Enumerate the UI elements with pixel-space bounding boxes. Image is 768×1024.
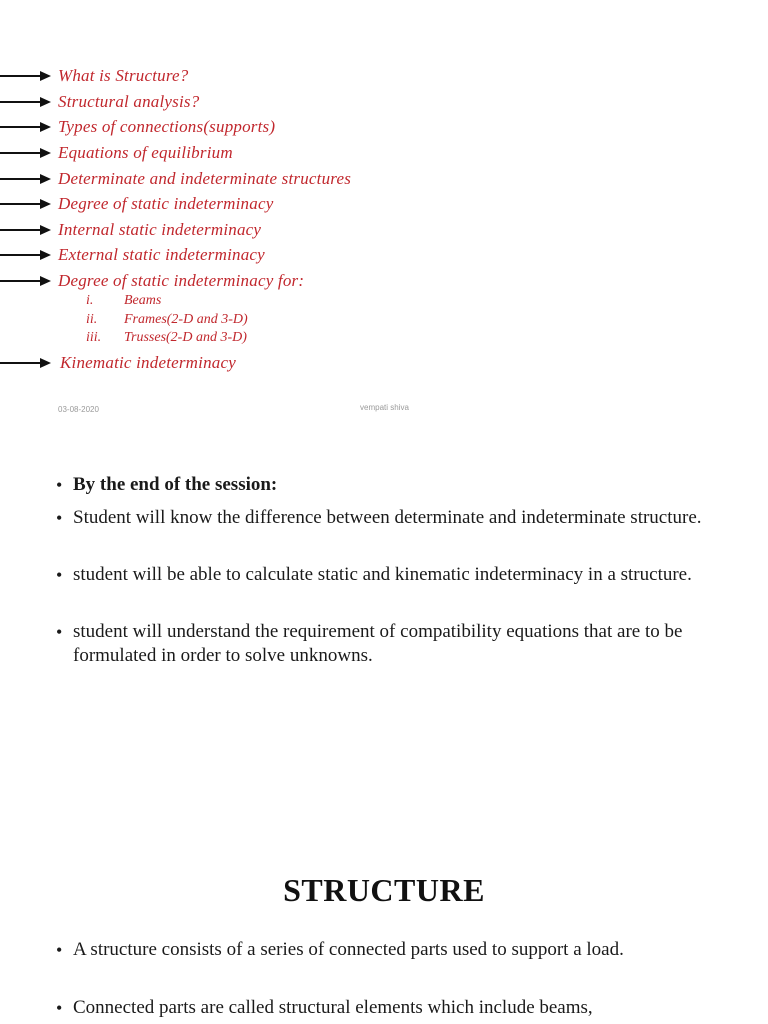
sub-item-number: iii. <box>86 330 102 345</box>
outline-item <box>0 269 304 293</box>
outline-item-label: Determinate and indeterminate structures <box>58 169 352 188</box>
sub-item-label: Beams <box>124 293 162 308</box>
bullet-text: student will understand the requirement of compatibility equations that are to be formulated in order to solve unknowns. <box>73 621 683 666</box>
sub-list-item <box>86 292 161 310</box>
bullet-icon: • <box>56 940 63 960</box>
outline-item-label: Internal static indeterminacy <box>58 220 262 239</box>
bullet-icon: • <box>56 998 63 1018</box>
footer-author: vempati shiva <box>360 403 409 412</box>
arrow-right-icon <box>0 95 52 109</box>
bullet-text: Connected parts are called structural elements which include beams, <box>73 997 593 1018</box>
bullet-item <box>56 563 726 587</box>
sub-item-number: i. <box>86 293 94 308</box>
sub-item-label: Frames(2-D and 3-D) <box>124 312 248 327</box>
slide-title: STRUCTURE <box>283 872 485 908</box>
outline-item-label: Kinematic indeterminacy <box>60 353 236 372</box>
structure-slide <box>0 850 768 1024</box>
arrow-right-icon <box>0 172 52 186</box>
bullet-icon: • <box>56 508 63 528</box>
outline-item <box>0 64 188 88</box>
arrow-right-icon <box>0 120 52 134</box>
sub-list-item <box>86 329 247 347</box>
bullet-text: Student will know the difference between determinate and indeterminate structure. <box>73 507 702 528</box>
outline-item <box>0 167 351 191</box>
arrow-right-icon <box>0 356 52 370</box>
bullet-item <box>56 620 726 668</box>
arrow-right-icon <box>0 274 52 288</box>
outline-item <box>0 192 273 216</box>
bullet-text: student will be able to calculate static and kinematic indeterminacy in a structure. <box>73 564 692 585</box>
bullet-icon: • <box>56 475 63 495</box>
footer-date: 03-08-2020 <box>58 405 99 414</box>
bullet-item <box>56 996 726 1020</box>
outline-item-label: Structural analysis? <box>58 92 200 111</box>
bullet-item <box>56 506 726 530</box>
outline-item <box>0 218 261 242</box>
bullet-icon: • <box>56 565 63 585</box>
outline-item-label: External static indeterminacy <box>58 245 265 264</box>
arrow-right-icon <box>0 223 52 237</box>
bullet-item <box>56 938 726 962</box>
outline-item-label: Equations of equilibrium <box>58 143 233 162</box>
bullet-text: A structure consists of a series of connected parts used to support a load. <box>73 939 624 960</box>
arrow-right-icon <box>0 146 52 160</box>
arrow-right-icon <box>0 248 52 262</box>
outline-item <box>0 243 265 267</box>
arrow-right-icon <box>0 197 52 211</box>
outline-item-label: Degree of static indeterminacy for: <box>58 271 305 290</box>
outline-item-kinematic <box>0 351 236 375</box>
objectives-heading: By the end of the session: <box>73 474 278 495</box>
outline-item-label: What is Structure? <box>58 66 189 85</box>
sub-list-item <box>86 311 248 329</box>
objectives-slide <box>0 460 768 720</box>
bullet-icon: • <box>56 622 63 642</box>
outline-item <box>0 141 233 165</box>
arrow-right-icon <box>0 69 52 83</box>
outline-item <box>0 90 199 114</box>
outline-item-label: Degree of static indeterminacy <box>58 194 274 213</box>
bullet-item <box>56 473 726 497</box>
sub-item-number: ii. <box>86 312 98 327</box>
sub-item-label: Trusses(2-D and 3-D) <box>124 330 247 345</box>
outline-item-label: Types of connections(supports) <box>58 117 276 136</box>
outline-item <box>0 115 275 139</box>
outline-slide <box>0 0 768 430</box>
